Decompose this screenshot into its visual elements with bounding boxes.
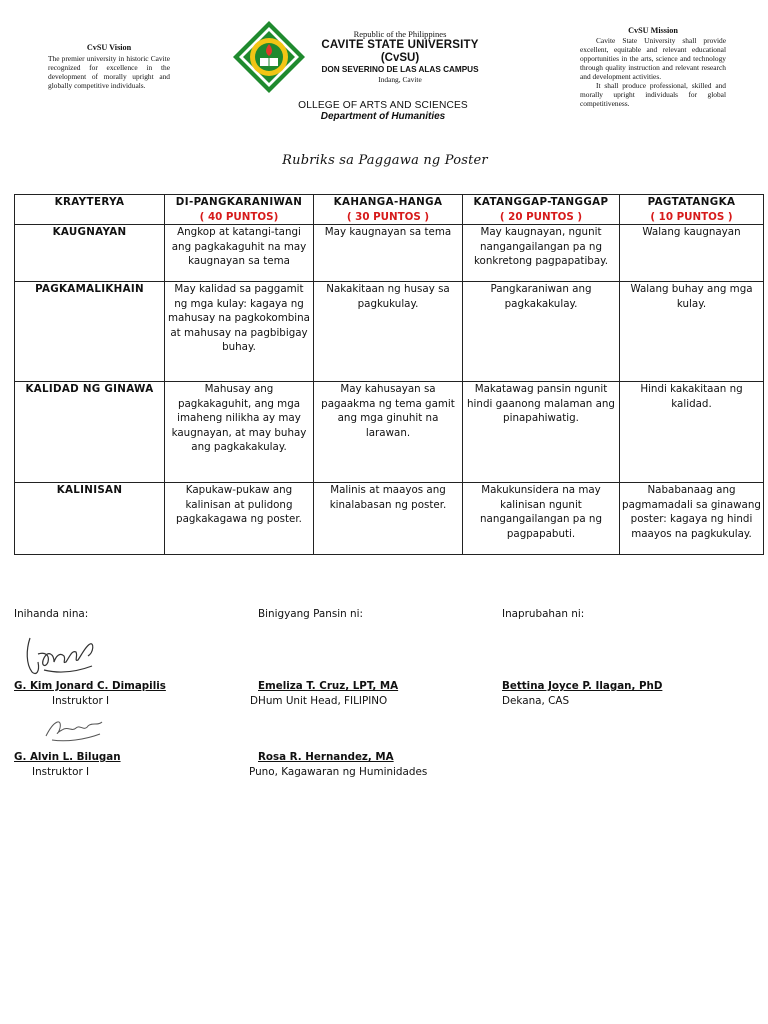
rubric-cell: May kalidad sa paggamit ng mga kulay: kagaya ng mahusay na pagkokombina at mahusay na pagbibigay buhay. <box>165 282 314 382</box>
noted-by-label: Binigyang Pansin ni: <box>258 608 363 620</box>
preparer-2-name: G. Alvin L. Bilugan <box>14 751 121 763</box>
header-level <box>165 195 314 225</box>
rubric-cell: May kaugnayan, ngunit nangangailangan pa ng konkretong pagpapatibay. <box>463 225 620 282</box>
header-level <box>314 195 463 225</box>
preparer-1-position: Instruktor I <box>52 695 110 707</box>
rubric-cell: Walang kaugnayan <box>620 225 764 282</box>
rubric-table <box>14 194 764 555</box>
rubric-row <box>15 225 764 282</box>
header-criteria <box>15 195 165 225</box>
university-name: CAVITE STATE UNIVERSITY <box>321 39 479 51</box>
mission-title: CvSU Mission <box>628 26 678 35</box>
mission-paragraph-2: It shall produce professional, skilled and morally upright individuals for global competitiveness. <box>580 81 726 108</box>
rubric-header-row <box>15 195 764 225</box>
noted-2-position: Puno, Kagawaran ng Huminidades <box>249 766 428 778</box>
republic-text: Republic of the Philippines <box>353 29 447 39</box>
rubric-cell: Nababanaag ang pagmamadali sa ginawang poster: kagaya ng hindi maayos na pagkukulay. <box>620 483 764 555</box>
noted-1-position: DHum Unit Head, FILIPINO <box>250 695 388 707</box>
header-level <box>620 195 764 225</box>
header-label: PAGTATANGKA <box>647 196 736 208</box>
rubric-cell: Makukunsidera na may kalinisan ngunit nangangailangan pa ng pagpapabuti. <box>463 483 620 555</box>
criterion-cell: KALIDAD NG GINAWA <box>15 382 165 483</box>
campus-name: DON SEVERINO DE LAS ALAS CAMPUS <box>321 65 479 74</box>
vision-title: CvSU Vision <box>86 43 132 52</box>
rubric-cell: Mahusay ang pagkakaguhit, ang mga imaheng nilikha ay may kaugnayan, at may buhay ang pagkakakulay. <box>165 382 314 483</box>
rubric-row <box>15 382 764 483</box>
rubric-cell: Pangkaraniwan ang pagkakakulay. <box>463 282 620 382</box>
approver-name: Bettina Joyce P. Ilagan, PhD <box>502 680 663 692</box>
vision-text: The premier university in historic Cavite recognized for excellence in the development of morally upright and globally competitive individuals. <box>48 54 170 90</box>
mission-paragraph-1: Cavite State University shall provide excellent, equitable and relevant educational opportunities in the arts, science and technology through quality instruction and relevant research and development activities. <box>580 36 726 81</box>
document-title: Rubriks sa Paggawa ng Poster <box>282 153 488 168</box>
rubric-cell: Hindi kakakitaan ng kalidad. <box>620 382 764 483</box>
rubric-row <box>15 282 764 382</box>
header-label: KAHANGA-HANGA <box>333 196 443 208</box>
header-points: ( 40 PUNTOS) <box>199 210 279 223</box>
vision-block <box>48 43 170 90</box>
campus-town: Indang, Cavite <box>378 75 422 84</box>
mission-block <box>580 26 726 108</box>
rubric-cell: Malinis at maayos ang kinalabasan ng poster. <box>314 483 463 555</box>
header-points: ( 20 PUNTOS ) <box>499 210 583 223</box>
rubric-cell: Makatawag pansin ngunit hindi gaanong malaman ang pinapahiwatig. <box>463 382 620 483</box>
rubric-cell: Angkop at katangi-tangi ang pagkakaguhit na may kaugnayan sa tema <box>165 225 314 282</box>
rubric-cell: Nakakitaan ng husay sa pagkukulay. <box>314 282 463 382</box>
header-label: DI-PANGKARANIWAN <box>175 196 303 208</box>
rubric-cell: May kahusayan sa pagaakma ng tema gamit ang mga ginuhit na larawan. <box>314 382 463 483</box>
header-points: ( 10 PUNTOS ) <box>650 210 733 223</box>
department-name: Department of Humanities <box>320 111 446 122</box>
rubric-row <box>15 483 764 555</box>
university-abbr: (CvSU) <box>380 52 420 64</box>
prepared-by-label: Inihanda nina: <box>14 608 89 620</box>
header-label: KATANGGAP-TANGGAP <box>473 196 609 208</box>
header-level <box>463 195 620 225</box>
rubric-cell: Walang buhay ang mga kulay. <box>620 282 764 382</box>
preparer-2-position: Instruktor I <box>32 766 90 778</box>
signature-2-icon <box>40 712 110 746</box>
criterion-cell: PAGKAMALIKHAIN <box>15 282 165 382</box>
criterion-cell: KALINISAN <box>15 483 165 555</box>
university-header <box>300 29 500 84</box>
approver-position: Dekana, CAS <box>502 695 570 707</box>
header-points: ( 30 PUNTOS ) <box>346 210 430 223</box>
rubric-cell: May kaugnayan sa tema <box>314 225 463 282</box>
preparer-1-name: G. Kim Jonard C. Dimapilis <box>14 680 166 692</box>
college-header <box>270 100 496 122</box>
noted-1-name: Emeliza T. Cruz, LPT, MA <box>258 680 399 692</box>
noted-2-name: Rosa R. Hernandez, MA <box>258 751 394 763</box>
signature-1-icon <box>20 632 102 678</box>
header-label: KRAYTERYA <box>54 196 125 208</box>
rubric-cell: Kapukaw-pukaw ang kalinisan at pulidong pagkakagawa ng poster. <box>165 483 314 555</box>
approved-by-label: Inaprubahan ni: <box>502 608 585 620</box>
college-name: OLLEGE OF ARTS AND SCIENCES <box>298 100 468 111</box>
criterion-cell: KAUGNAYAN <box>15 225 165 282</box>
cvsu-logo <box>232 20 306 94</box>
